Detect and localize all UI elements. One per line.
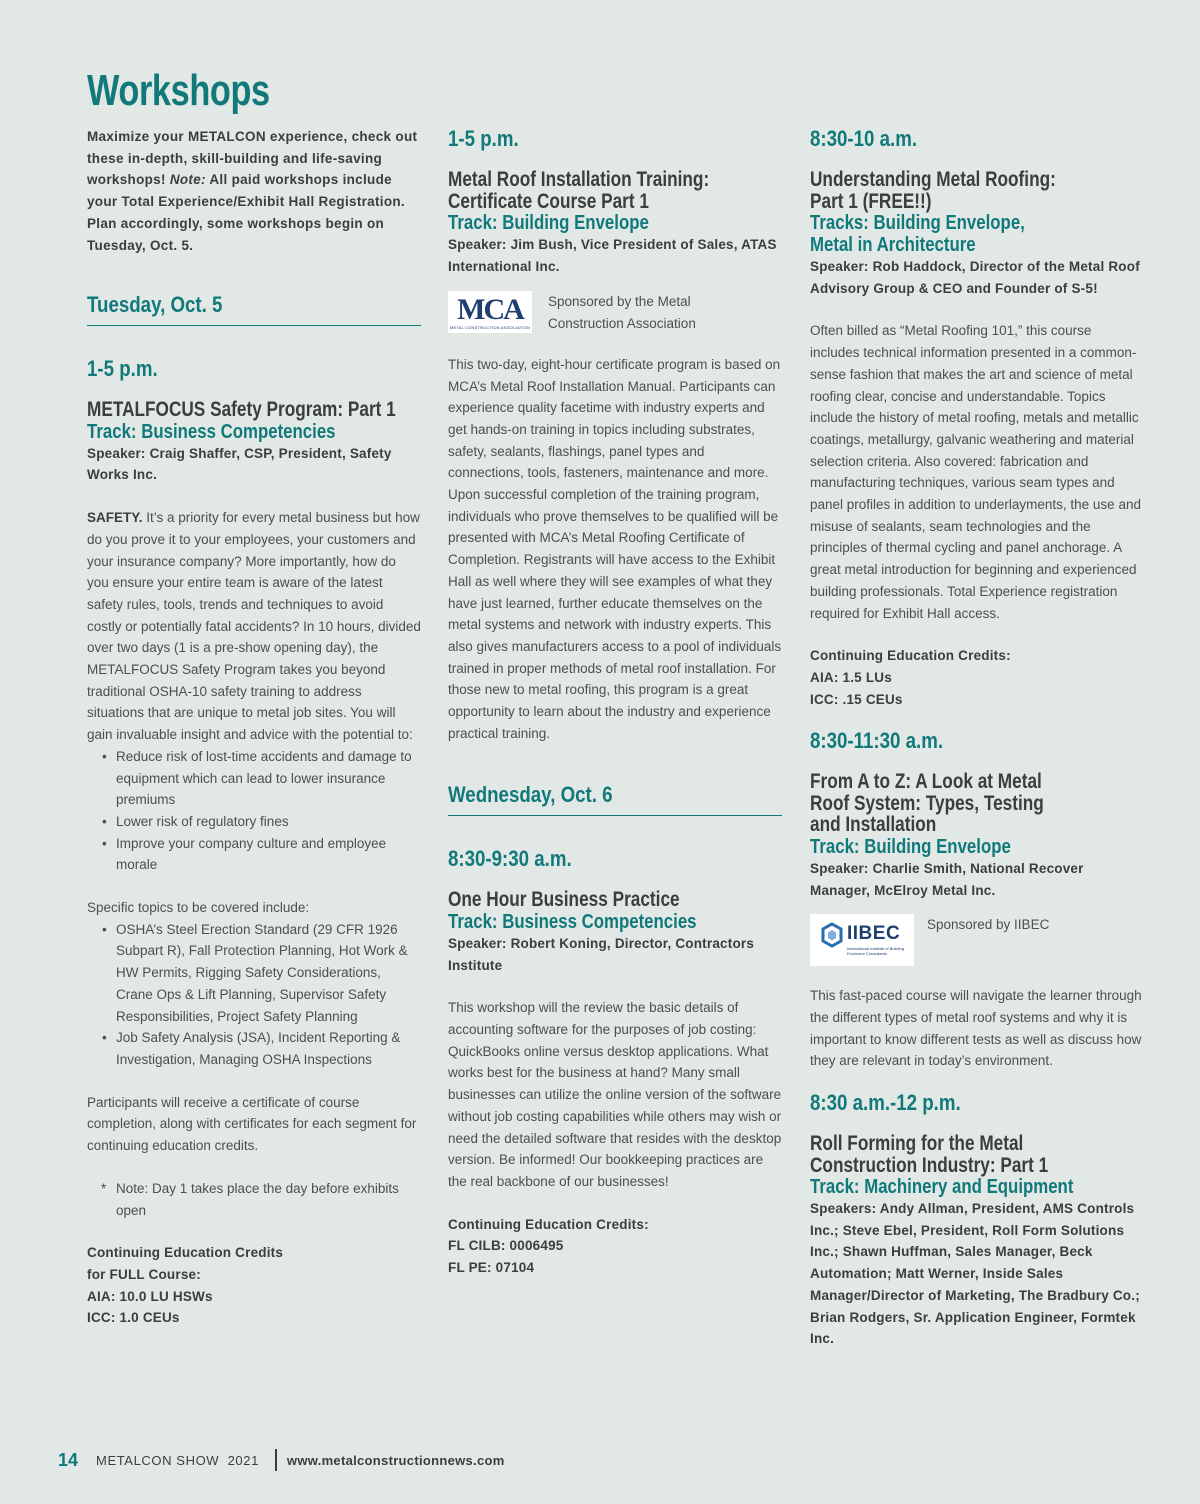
- session-time: 1-5 p.m.: [87, 356, 158, 382]
- sponsor-text: Sponsored by IIBEC: [927, 917, 1050, 933]
- workshop-title: METALFOCUS Safety Program: Part 1: [87, 398, 396, 422]
- workshop-speaker: Speaker: Jim Bush, Vice President of Sales, ATAS International Inc.: [448, 237, 777, 274]
- education-credits: Continuing Education Credits: FL CILB: 0006495 FL PE: 07104: [448, 1216, 649, 1276]
- topics-list: [87, 919, 421, 1071]
- mca-logo: MCA METAL CONSTRUCTION ASSOCIATION: [448, 291, 532, 333]
- workshop-title: One Hour Business Practice: [448, 888, 680, 912]
- session-time: 1-5 p.m.: [448, 126, 519, 151]
- sponsor-text: Sponsored by the Metal Construction Association: [548, 294, 696, 332]
- column-3: [810, 126, 1144, 1350]
- session-time: 8:30-9:30 a.m.: [448, 846, 572, 872]
- day-heading-wednesday: Wednesday, Oct. 6: [448, 782, 613, 808]
- workshop-description: SAFETY. It’s a priority for every metal business but how do you prove it to your employees, your customers and your insurance company? More importantly, how do you ensure your entire team is aware of the latest safety rules, tools, trends and techniques to avoid costly or potentially fatal accidents? In 10 hours, divided over two days (1 is a pre-show opening day), the METALFOCUS Safety Program takes you beyond traditional OSHA-10 safety training to address situations that are unique to metal job sites. You will gain invaluable insight and advice with the potential to:: [87, 510, 421, 743]
- list-item: • Improve your company culture and employee morale: [116, 833, 421, 876]
- workshop-speaker: Speaker: Rob Haddock, Director of the Metal Roof Advisory Group & CEO and Founder of S-5!: [810, 259, 1140, 296]
- workshop-description: Often billed as “Metal Roofing 101,” this course includes technical information presented in a common-sense fashion that makes the art and science of metal roofing clear, concise and understandable. Topics include the history of metal roofing, metals and metallic coatings, metallurgy, galvanic weathering and material selection criteria. Also covered: fabrication and manufacturing techniques, various seam types and panel profiles in addition to underlayments, the use and misuse of sealants, seam technologies and the principles of thermal cycling and panel anchorage. A great metal introduction for beginning and experienced building professionals. Total Experience registration required for Exhibit Hall access.: [810, 323, 1141, 621]
- day-heading-tuesday: Tuesday, Oct. 5: [87, 292, 223, 318]
- publication-name: METALCON SHOW 2021: [96, 1452, 259, 1468]
- list-item: • Reduce risk of lost-time accidents and damage to equipment which can lead to lower insurance premiums: [116, 746, 421, 811]
- workshop-title: Metal Roof Installation Training: Certificate Course Part 1: [448, 168, 710, 213]
- session-time: 8:30 a.m.-12 p.m.: [810, 1090, 961, 1116]
- education-credits: Continuing Education Credits for FULL Course: AIA: 10.0 LU HSWs ICC: 1.0 CEUs: [87, 1245, 284, 1326]
- workshop-speaker: Speaker: Charlie Smith, National Recover Manager, McElroy Metal Inc.: [810, 860, 1084, 898]
- page-footer: [58, 1448, 505, 1472]
- workshop-track: Tracks: Building Envelope, Metal in Architecture: [810, 211, 1025, 256]
- website-link[interactable]: www.metalconstructionnews.com: [286, 1452, 505, 1468]
- intro-text: Maximize your METALCON experience, check out these in-depth, skill-building and life-saving workshops! Note: All paid workshops include your Total Experience/Exhibit Hall Registration. Plan accordingly, some workshops begin on Tuesday, Oct. 5.: [87, 129, 418, 253]
- workshop-speakers: Speakers: Andy Allman, President, AMS Controls Inc.; Steve Ebel, President, Roll Form Solutions Inc.; Shawn Huffman, Sales Manager, Beck Automation; Matt Werner, Inside Sales Manager/Director of Marketing, The Bradbury Co.; Brian Rodgers, Sr. Application Engineer, Formtek Inc.: [810, 1201, 1140, 1347]
- workshop-speaker: Speaker: Robert Koning, Director, Contractors Institute: [448, 935, 755, 973]
- column-2: [448, 126, 782, 1279]
- page-number: 14: [58, 1449, 79, 1470]
- column-1: [87, 126, 421, 1329]
- workshop-track: Track: Business Competencies: [448, 909, 697, 933]
- session-time: 8:30-11:30 a.m.: [810, 728, 944, 754]
- workshop-description: This workshop will the review the basic details of accounting software for the purposes of job costing: QuickBooks online versus desktop applications. What works best for the business at hand? Many small businesses can utilize the online version of the software without job costing capabilities while others may wish or need the detailed software that resides with the desktop version. Be informed! Our bookkeeping practices are the real backbone of our businesses!: [448, 1000, 782, 1189]
- footnote: * Note: Day 1 takes place the day before exhibits open: [101, 1180, 399, 1218]
- list-item: • Job Safety Analysis (JSA), Incident Reporting & Investigation, Managing OSHA Inspections: [116, 1027, 421, 1070]
- list-item: • OSHA’s Steel Erection Standard (29 CFR 1926 Subpart R), Fall Protection Planning, Hot Work & HW Permits, Rigging Safety Considerations, Crane Ops & Lift Planning, Supervisor Safety Responsibilities, Project Safety Planning: [116, 919, 421, 1028]
- divider: [275, 1449, 277, 1471]
- topics-intro: Specific topics to be covered include:: [87, 900, 310, 916]
- workshop-title: Understanding Metal Roofing: Part 1 (FREE!!): [810, 168, 1056, 213]
- workshop-track: Track: Building Envelope: [448, 211, 649, 234]
- workshop-title: From A to Z: A Look at Metal Roof System: Types, Testing and Installation: [810, 770, 1044, 837]
- certificate-text: Participants will receive a certificate of course completion, along with certificates for each segment for continuing education credits.: [87, 1094, 417, 1154]
- sponsor-block: [810, 914, 1144, 966]
- workshop-track: Track: Building Envelope: [810, 834, 1011, 858]
- benefits-list: [87, 746, 421, 876]
- workshop-track: Track: Machinery and Equipment: [810, 1175, 1074, 1199]
- list-item: • Lower risk of regulatory fines: [116, 811, 421, 833]
- education-credits: Continuing Education Credits: AIA: 1.5 LUs ICC: .15 CEUs: [810, 648, 1011, 707]
- session-time: 8:30-10 a.m.: [810, 126, 918, 151]
- workshop-track: Track: Business Competencies: [87, 419, 336, 443]
- page-title: Workshops: [87, 66, 270, 115]
- workshop-speaker: Speaker: Craig Shaffer, CSP, President, Safety Works Inc.: [87, 445, 392, 483]
- iibec-logo: IIBEC International Institute of Building Enclosure Consultants: [810, 914, 914, 966]
- workshop-description: This two-day, eight-hour certificate program is based on MCA’s Metal Roof Installation Manual. Participants can experience quality facetime with industry experts and get hands-on training in topics including substrates, safety, sealants, flashings, panel types and connections, tools, fasteners, maintenance and more. Upon successful completion of the training program, individuals who prove themselves to be qualified will be presented with MCA’s Metal Roofing Certificate of Completion. Registrants will have access to the Exhibit Hall as well where they will see examples of what they have just learned, further educate themselves on the metal systems and network with industry experts. This also gives manufacturers access to a pool of individuals trained in proper methods of metal roof installation. For those new to metal roofing, this program is a great opportunity to learn about the industry and experience practical training.: [448, 356, 782, 741]
- sponsor-block: [448, 291, 782, 334]
- workshop-title: Roll Forming for the Metal Construction Industry: Part 1: [810, 1132, 1049, 1177]
- workshop-description: This fast-paced course will navigate the learner through the different types of metal roof systems and why it is important to know different tests as well as discuss how they are relevant in today’s environment.: [810, 988, 1142, 1069]
